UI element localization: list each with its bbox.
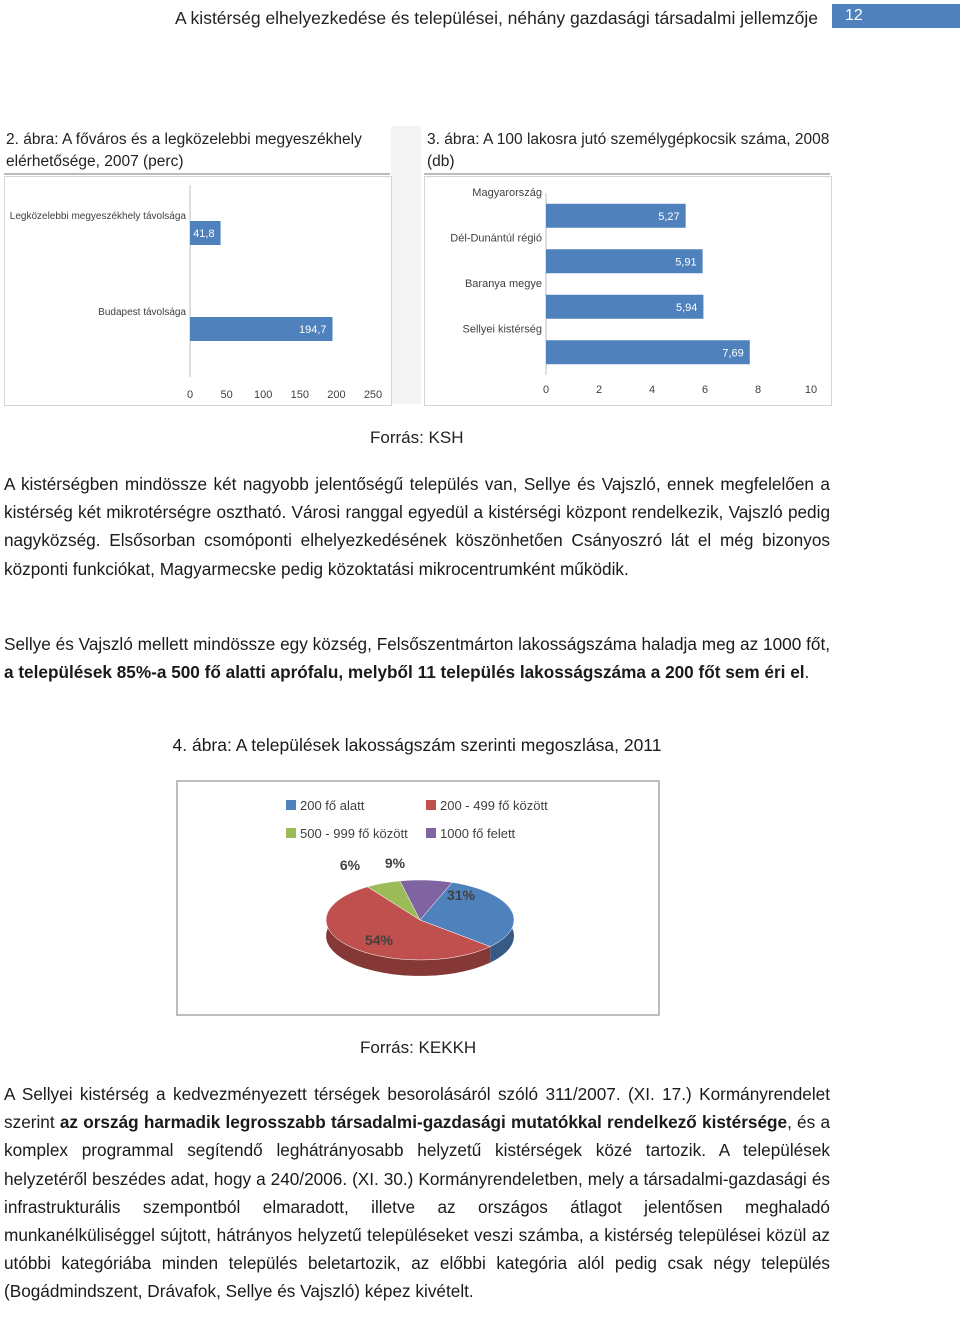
figure3-caption-rule [424, 173, 830, 175]
paragraph-2-text: Sellye és Vajszló mellett mindössze egy község, Felsőszentmárton lakosságszáma haladja meg az 1000 főt, [4, 634, 830, 654]
fig2-tick-label: 50 [220, 389, 233, 401]
fig2-tick-label: 100 [254, 389, 273, 401]
paragraph-1 [4, 470, 830, 583]
figure2-bar-chart [5, 177, 391, 405]
legend-swatch [426, 800, 436, 810]
fig2-value-label: 41,8 [193, 228, 215, 240]
fig2-tick-label: 0 [186, 389, 194, 401]
figure3-caption: 3. ábra: A 100 lakosra jutó személygépkocsik száma, 2008 (db) [427, 131, 830, 170]
pie-data-label: 54% [364, 932, 394, 948]
legend-label: 1000 fő felett [440, 826, 516, 841]
fig3-category-label: Magyarország [472, 186, 542, 199]
fig2-tick-label: 150 [290, 389, 309, 401]
legend-swatch [286, 828, 296, 838]
legend-label: 200 - 499 fő között [440, 798, 548, 813]
fig3-tick-label: 2 [595, 384, 603, 396]
figure4-chart-frame [176, 780, 660, 1016]
page-number: 12 [832, 4, 960, 28]
figure3-bar-chart [425, 177, 831, 405]
paragraph-3-bold: az ország harmadik legrosszabb társadalmi-gazdasági mutatókkal rendelkező kistérsége [59, 1112, 788, 1133]
legend-label: 500 - 999 fő között [300, 826, 408, 841]
fig2-tick-label: 250 [363, 389, 383, 401]
fig3-bar [546, 340, 750, 364]
pie-data-label: 31% [446, 887, 476, 903]
legend-label: 200 fő alatt [300, 798, 365, 813]
fig3-tick-label: 10 [804, 384, 818, 396]
paragraph-3-rest: , és a komplex programmal segítendő leghátrányosabb helyzetű kistérségek közé tartozik. A települések helyzetéről beszédes adat, hogy a 240/2006. (XI. 30.) Kormányrendeletben, mely a társadalmi-gazdasági és infrastrukturális szempontból elmaradott, illetve az országos átlagot jelentősen meghaladó munkanélküliséggel sújtott, hátrányos helyzetű településeket veszi számba, a kistérség települései közül az utóbbi kategóriába minden település beletartozik, az előbbi kategória alól pedig csak négy település (Bogádmindszent, Drávafok, Sellye és Vajszló) képez kivételt. [4, 1112, 830, 1302]
fig3-tick-label: 6 [701, 384, 709, 396]
fig3-value-label: 5,94 [675, 301, 698, 314]
legend-swatch [426, 828, 436, 838]
paragraph-3-text: A Sellyei kistérség a kedvezményezett térségek besorolásáról szóló 311/2007. (XI. 17.) Kormányrendelet szerint [4, 1084, 830, 1133]
figure4-caption: 4. ábra: A települések lakosságszám szerinti megoszlása, 2011 [172, 735, 662, 755]
paragraph-3 [4, 1080, 830, 1306]
legend-swatch [286, 800, 296, 810]
figure4-pie-chart [178, 782, 658, 1014]
figure-divider [391, 126, 421, 404]
paragraph-2-bold: a települések 85%-a 500 fő alatti aprófalu, melyből 11 település lakosságszáma a 200 főt sem éri el [4, 662, 805, 683]
page-header [0, 0, 960, 34]
fig3-category-label: Dél-Dunántúl régió [450, 232, 542, 245]
fig2-category-label: Legközelebbi megyeszékhely távolsága [9, 211, 186, 222]
header-title: A kistérség elhelyezkedése és települései, néhány gazdasági társadalmi jellemzője [174, 8, 818, 28]
fig2-tick-label: 200 [327, 389, 346, 401]
fig2-category-label: Budapest távolsága [98, 307, 186, 318]
figure2-chart-frame [4, 176, 392, 406]
fig3-tick-label: 4 [648, 384, 656, 396]
pie-data-label: 6% [339, 857, 361, 873]
fig3-tick-label: 8 [754, 384, 762, 396]
source-ksh: Forrás: KSH [370, 428, 464, 447]
figure3-chart-frame [424, 176, 832, 406]
figure2-caption-rule [4, 173, 390, 175]
fig3-value-label: 5,91 [675, 256, 697, 269]
source-kekkh: Forrás: KEKKH [360, 1038, 477, 1057]
fig2-value-label: 194,7 [298, 324, 327, 336]
fig3-tick-label: 0 [542, 384, 550, 396]
paragraph-2-end: . [804, 662, 810, 683]
fig3-value-label: 5,27 [658, 210, 680, 223]
fig3-category-label: Baranya megye [464, 277, 542, 290]
paragraph-2 [4, 630, 830, 686]
figure2-caption: 2. ábra: A főváros és a legközelebbi megyeszékhely elérhetősége, 2007 (perc) [6, 131, 362, 170]
pie-data-label: 9% [384, 855, 406, 871]
fig3-value-label: 7,69 [722, 347, 744, 360]
fig3-category-label: Sellyei kistérség [462, 323, 542, 336]
paragraph-1-text: A kistérségben mindössze két nagyobb jelentőségű település van, Sellye és Vajszló, ennek megfelelően a kistérség két mikrotérségre osztható. Városi ranggal egyedül a kistérségi központ rendelkezik, Vajszló pedig nagyközség. Elsősorban csomóponti elhelyezkedésének köszönhetően Csányoszró lát el még bizonyos központi funkciókat, Magyarmecske pedig közoktatási mikrocentrumként működik. [4, 474, 830, 579]
